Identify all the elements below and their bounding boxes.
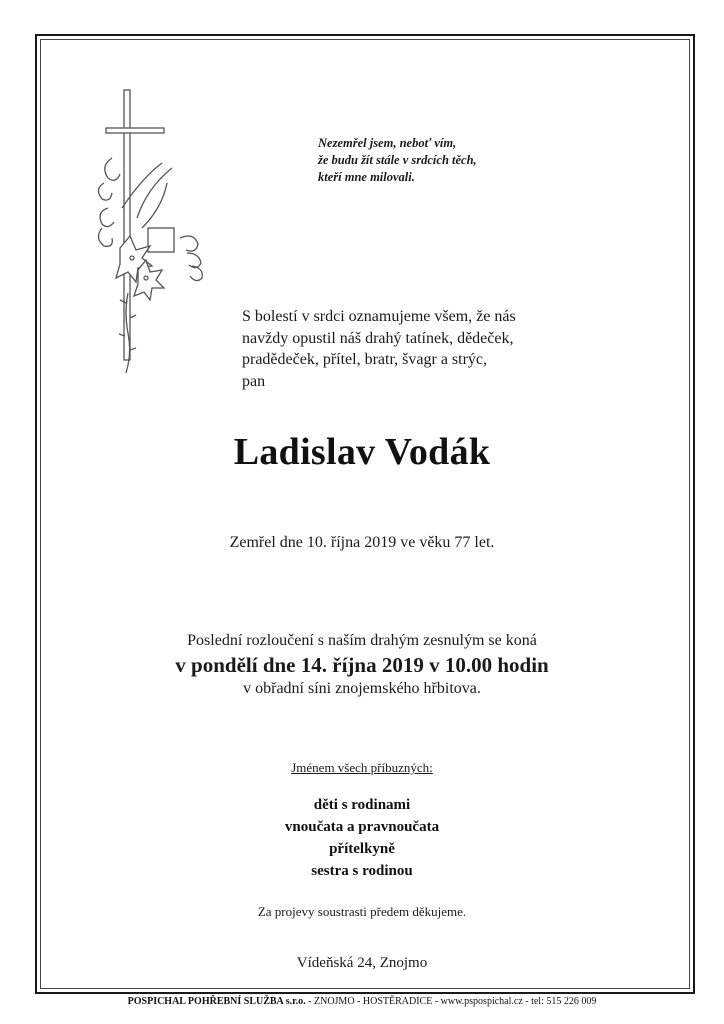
family-member: děti s rodinami: [313, 797, 411, 813]
quote-line: že budu žít stále v srdcích těch,: [318, 153, 477, 167]
funeral-place: v obřadní síni znojemského hřbitova.: [243, 680, 481, 697]
memorial-quote: [318, 135, 578, 186]
quote-line: Nezemřel jsem, neboť vím,: [318, 136, 457, 150]
quote-line: kteří mne milovali.: [318, 170, 415, 184]
footer-brand: POSPICHAL POHŘEBNÍ SLUŽBA s.r.o.: [127, 996, 306, 1007]
address-text: Vídeňská 24, Znojmo: [296, 955, 428, 971]
announcement-line: S bolestí v srdci oznamujeme všem, že nás: [242, 308, 516, 325]
thanks-text: Za projevy soustrasti předem děkujeme.: [257, 904, 467, 919]
announcement-text: [242, 306, 582, 392]
family-member: sestra s rodinou: [311, 863, 413, 879]
footer: [0, 996, 724, 1007]
family-member: přítelkyně: [329, 841, 395, 857]
funeral-datetime: v pondělí dne 14. října 2019 v 10.00 hodin: [175, 653, 549, 677]
funeral-intro: Poslední rozloučení s naším drahým zesnulým se koná: [187, 632, 537, 649]
on-behalf-text: Jménem všech příbuzných:: [291, 760, 433, 775]
funeral-info: [0, 630, 724, 700]
family-list: [0, 794, 724, 882]
cross-with-lilies-icon: [92, 88, 227, 378]
footer-contact: - ZNOJMO - HOSTĚRADICE - www.pspospichal.cz - tel: 515 226 009: [305, 996, 597, 1007]
on-behalf-label: [0, 760, 724, 776]
announcement-line: pan: [242, 372, 266, 390]
deceased-name: Ladislav Vodák: [233, 431, 491, 473]
family-member: vnoučata a pravnoučata: [284, 819, 440, 835]
announcement-line: pradědeček, přítel, bratr, švagr a strýc,: [242, 351, 488, 368]
announcement-line: navždy opustil náš drahý tatínek, dědeček,: [242, 329, 514, 347]
death-info: Zemřel dne 10. října 2019 ve věku 77 let.: [229, 534, 495, 551]
